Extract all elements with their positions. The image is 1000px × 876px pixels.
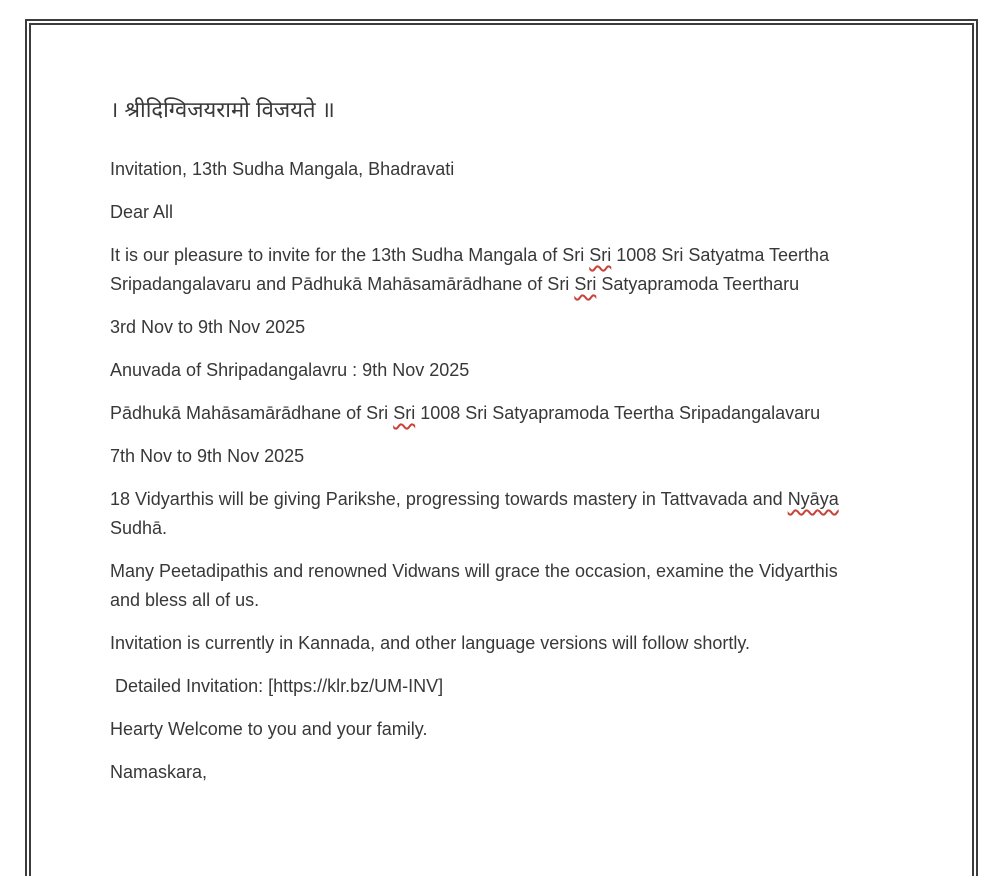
text-line xyxy=(110,557,940,586)
text-line xyxy=(110,198,940,227)
paragraph-closing[interactable] xyxy=(110,758,940,787)
text-line xyxy=(110,399,940,428)
text-run: 7th Nov to 9th Nov 2025 xyxy=(110,446,305,466)
text-run: Satyapramoda Teertharu xyxy=(596,274,800,294)
paragraph-padhuka-dates[interactable] xyxy=(110,442,940,471)
text-line xyxy=(110,356,940,385)
text-run: It is our pleasure to invite for the 13th Sudha Mangala of Sri xyxy=(110,245,590,265)
paragraph-event-dates[interactable] xyxy=(110,313,940,342)
paragraph-vidyarthis[interactable] xyxy=(110,485,940,543)
text-run: 1008 Sri Satyapramoda Teertha Sripadangalavaru xyxy=(415,403,821,423)
text-line xyxy=(110,586,940,615)
text-run: Sudhā. xyxy=(110,518,168,538)
paragraph-invite-body[interactable] xyxy=(110,241,940,299)
text-run: 18 Vidyarthis will be giving Parikshe, progressing towards mastery in Tattvavada and xyxy=(110,489,788,509)
text-run: Dear All xyxy=(110,202,174,222)
paragraph-language-note[interactable] xyxy=(110,629,940,658)
paragraph-padhuka-line[interactable] xyxy=(110,399,940,428)
text-line xyxy=(110,758,940,787)
text-run: Hearty Welcome to you and your family. xyxy=(110,719,428,739)
text-run: Namaskara, xyxy=(110,762,208,782)
text-run: Detailed Invitation: [https://klr.bz/UM-INV] xyxy=(110,676,444,696)
paragraph-anuvada-date[interactable] xyxy=(110,356,940,385)
text-line xyxy=(110,155,940,184)
text-run: and bless all of us. xyxy=(110,590,260,610)
text-line xyxy=(110,629,940,658)
misspelled-word: Sri xyxy=(589,245,612,265)
text-line xyxy=(110,313,940,342)
text-line xyxy=(110,442,940,471)
misspelled-word: Sri xyxy=(574,274,597,294)
text-line xyxy=(110,241,940,270)
misspelled-word: Sri xyxy=(393,403,416,423)
text-run: Invitation, 13th Sudha Mangala, Bhadravati xyxy=(110,159,455,179)
paragraph-salutation[interactable] xyxy=(110,198,940,227)
misspelled-word: Nyāya xyxy=(787,489,839,509)
text-run: Sripadangalavaru and Pādhukā Mahāsamārādhane of Sri xyxy=(110,274,575,294)
text-run: Anuvada of Shripadangalavru : 9th Nov 2025 xyxy=(110,360,470,380)
text-run: Many Peetadipathis and renowned Vidwans will grace the occasion, examine the Vidyarthis xyxy=(110,561,838,581)
document-body xyxy=(110,93,940,801)
text-run: Invitation is currently in Kannada, and other language versions will follow shortly. xyxy=(110,633,751,653)
text-run: 1008 Sri Satyatma Teertha xyxy=(611,245,830,265)
text-run: 3rd Nov to 9th Nov 2025 xyxy=(110,317,306,337)
text-line xyxy=(110,514,940,543)
text-line xyxy=(110,93,940,127)
paragraph-subject[interactable] xyxy=(110,155,940,184)
text-run: Pādhukā Mahāsamārādhane of Sri xyxy=(110,403,394,423)
text-line xyxy=(110,715,940,744)
paragraph-detailed-invitation-link[interactable] xyxy=(110,672,940,701)
text-line xyxy=(110,672,940,701)
paragraph-invocation[interactable] xyxy=(110,93,940,127)
text-line xyxy=(110,485,940,514)
text-run: । श्रीदिग्विजयरामो विजयते ॥ xyxy=(110,97,335,122)
paragraph-welcome[interactable] xyxy=(110,715,940,744)
paragraph-peetadipathis[interactable] xyxy=(110,557,940,615)
text-line xyxy=(110,270,940,299)
